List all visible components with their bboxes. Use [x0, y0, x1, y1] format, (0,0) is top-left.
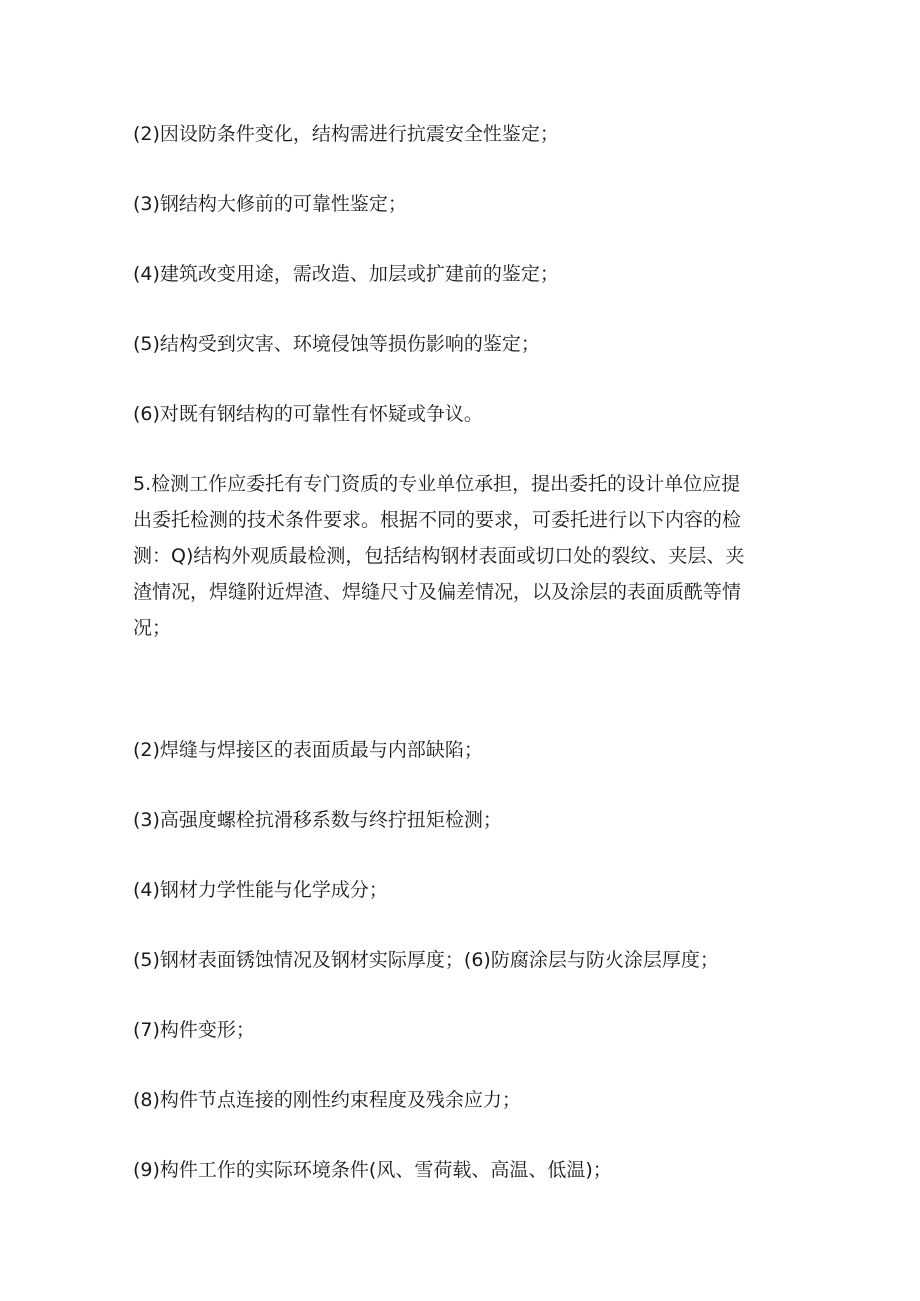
text-line: (7)构件变形； [133, 1019, 255, 1041]
text-line: (9)构件工作的实际环境条件(风、雪荷载、高温、低温)； [133, 1159, 612, 1181]
text-line: (8)构件节点连接的刚性约束程度及残余应力； [133, 1089, 521, 1111]
paragraph-check-4-steel-properties [133, 872, 783, 908]
text-line: (4)建筑改变用途，需改造、加层或扩建前的鉴定； [133, 263, 559, 285]
text-line: 测：Q)结构外观质最检测，包括结构钢材表面或切口处的裂纹、夹层、夹 [133, 545, 745, 567]
text-line: (5)结构受到灾害、环境侵蚀等损伤影响的鉴定； [133, 333, 540, 355]
text-line: (5)钢材表面锈蚀情况及钢材实际厚度；(6)防腐涂层与防火涂层厚度； [133, 949, 719, 971]
paragraph-item-4-usage-change [133, 256, 783, 292]
text-line: (4)钢材力学性能与化学成分； [133, 879, 388, 901]
text-line: 5.检测工作应委托有专门资质的专业单位承担，提出委托的设计单位应提 [133, 473, 741, 495]
text-line: (2)因设防条件变化，结构需进行抗震安全性鉴定； [133, 123, 559, 145]
paragraph-check-7-deformation [133, 1012, 783, 1048]
paragraph-section-5-inspection [133, 466, 783, 646]
text-line: (6)对既有钢结构的可靠性有怀疑或争议。 [133, 403, 483, 425]
paragraph-check-2-welds [133, 732, 783, 768]
text-line: 况； [133, 617, 172, 639]
paragraph-item-6-doubt [133, 396, 783, 432]
paragraph-item-2-seismic [133, 116, 783, 152]
paragraph-check-9-environment [133, 1152, 783, 1188]
text-line: 渣情况，焊缝附近焊渣、焊缝尺寸及偏差情况，以及涂层的表面质酰等情 [133, 581, 742, 603]
paragraph-check-3-bolts [133, 802, 783, 838]
text-line: 出委托检测的技术条件要求。根据不同的要求，可委托进行以下内容的检 [133, 509, 742, 531]
paragraph-check-5-6-corrosion-coating [133, 942, 783, 978]
paragraph-check-8-joints [133, 1082, 783, 1118]
text-line: (2)焊缝与焊接区的表面质最与内部缺陷； [133, 739, 483, 761]
paragraph-item-3-repair [133, 186, 783, 222]
text-line: (3)钢结构大修前的可靠性鉴定； [133, 193, 407, 215]
text-line: (3)高强度螺栓抗滑移系数与终拧扭矩检测； [133, 809, 502, 831]
paragraph-item-5-disaster [133, 326, 783, 362]
